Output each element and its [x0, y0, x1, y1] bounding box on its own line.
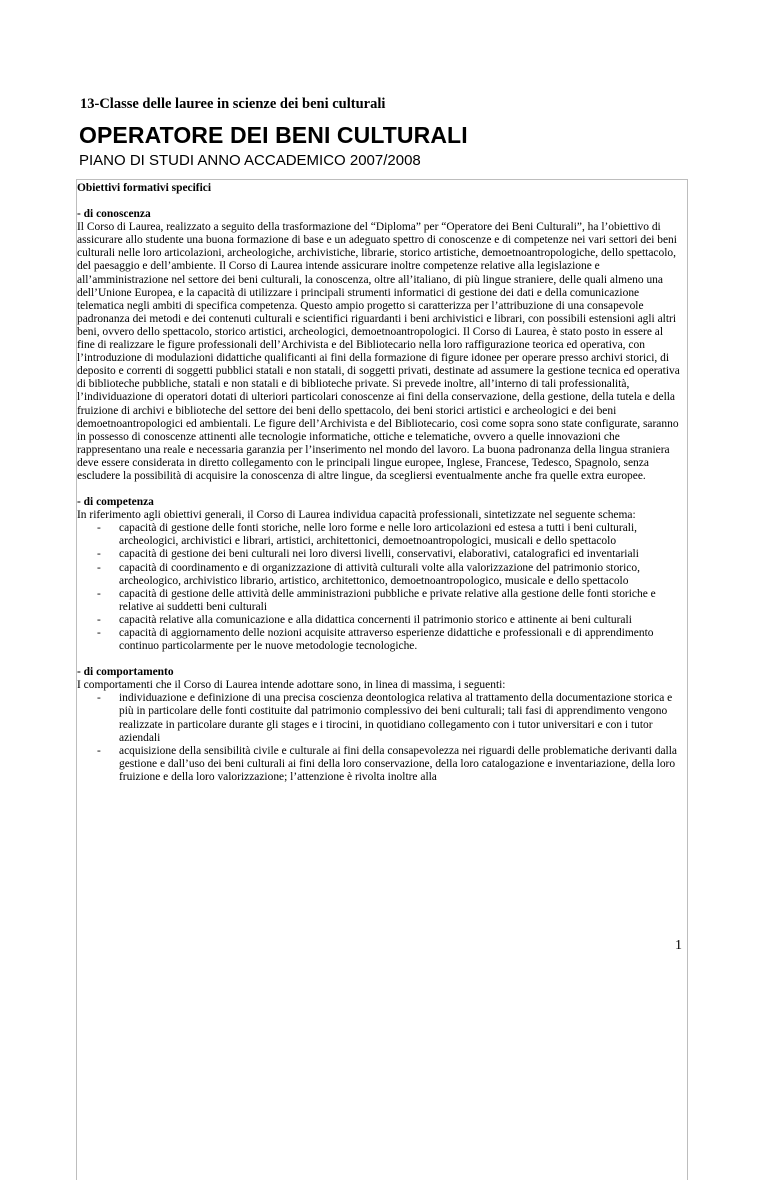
list-item: - acquisizione della sensibilità civile e culturale ai fini della consapevolezza nei riguardi delle problematiche derivanti dalla gestione e dall’uso dei beni culturali ai fini della loro conservazione, della loro catalogazione e inventariazione, della loro fruizione e della loro valorizzazione; l’attenzione è rivolta inoltre alla [77, 745, 683, 784]
objectives-content [77, 182, 683, 784]
degree-class-heading: 13-Classe delle lauree in scienze dei beni culturali [80, 96, 386, 112]
competenza-list [77, 522, 683, 653]
list-item: - capacità relative alla comunicazione e alla didattica concernenti il patrimonio storico e attinente ai beni culturali [77, 614, 683, 627]
conoscenza-text: Il Corso di Laurea, realizzato a seguito della trasformazione del “Diploma” per “Operatore dei Beni Culturali”, ha l’obiettivo di assicurare allo studente una buona formazione di base e un adeguato spettro di conoscenze e di competenze nei vari settori dei beni culturali nelle loro articolazioni, archeologiche, archivistiche, librarie, storico artistiche, demoetnoantropologiche, dello spettacolo, del paesaggio e dell’ambiente. Il Corso di Laurea intende assicurare inoltre competenze relative alla legislazione e all’amministrazione nel settore dei beni culturali, la conoscenza, oltre all’italiano, di più lingue straniere, delle quali almeno una dell’Unione Europea, e la capacità di utilizzare i principali strumenti informatici di gestione dei dati e della comunicazione telematica negli ambiti di specifica competenza. Questo ampio progetto si caratterizza per l’attribuzione di una consapevole padronanza dei metodi e dei contenuti culturali e scientifici riguardanti i beni archivistici e librari, con possibili estensioni agli altri beni, ovvero dello spettacolo, storico artistici, archeologici, demoetnoantropologici. Il Corso di Laurea, è stato posto in essere al fine di realizzare le figure professionali dell’Archivista e del Bibliotecario nella loro raffigurazione teorica ed operativa, con l’introduzione di modulazioni didattiche qualificanti ai fini della formazione di figure idonee per operare presso archivi storici, di deposito e correnti di soggetti pubblici statali e non statali, di soggetti privati, destinate ad assumere la gestione tecnica ed operativa di biblioteche pubbliche, statali e non statali e di biblioteche private. Si prevede inoltre, all’interno di tali professionalità, l’individuazione di operatori dotati di ulteriori particolari conoscenze ai fini della conservazione, della gestione, della tutela e della fruizione di archivi e biblioteche del settore dei beni dello spettacolo, dei beni storici artistici e archeologici e dei beni demoetnoantropologici ed ambientali. Le figure dell’Archivista e del Bibliotecario, così come sopra sono state configurate, saranno in possesso di conoscenze attinenti alle tecnologie informatiche, ottiche e telematiche, ovvero a quelle innovazioni che rappresentano una reale e necessaria garanzia per l’inserimento nel mondo del lavoro. La buona padronanza della lingua straniera deve essere considerata in diretto collegamento con le principali lingue europee, Inglese, Francese, Tedesco, Spagnolo, senza escludere la possibilità di acquisire la conoscenza di altre lingue, da scegliersi eventualmente anche fra quelle extra europee. [77, 221, 680, 482]
document-subtitle: PIANO DI STUDI ANNO ACCADEMICO 2007/2008 [79, 152, 421, 169]
section-title: Obiettivi formativi specifici [77, 182, 212, 194]
competenza-heading: - di competenza [77, 496, 154, 509]
list-item: - capacità di coordinamento e di organizzazione di attività culturali volte alla valorizzazione del patrimonio storico, archeologico, archivistico librario, artistico, architettonico, demoetnoantropologico, musicale e dello spettacolo [77, 562, 683, 588]
competenza-intro: In riferimento agli obiettivi generali, il Corso di Laurea individua capacità professionali, sintetizzate nel seguente schema: [77, 509, 636, 522]
conoscenza-heading: - di conoscenza [77, 208, 151, 221]
comportamento-intro: I comportamenti che il Corso di Laurea intende adottare sono, in linea di massima, i seguenti: [77, 679, 506, 692]
comportamento-heading: - di comportamento [77, 666, 174, 679]
page-number: 1 [675, 938, 682, 953]
list-item: - capacità di gestione delle attività delle amministrazioni pubbliche e private relative alla gestione delle fonti storiche e relative ai suddetti beni culturali [77, 588, 683, 614]
list-item: - capacità di gestione delle fonti storiche, nelle loro forme e nelle loro articolazioni ed estesa a tutti i beni culturali, archeologici, archivistici e librari, artistici, architettonici, demoetnoantropologici, musicali e dello spettacolo [77, 522, 683, 548]
list-item: - capacità di aggiornamento delle nozioni acquisite attraverso esperienze didattiche e professionali e di apprendimento continuo particolarmente per le nuove metodologie tecnologiche. [77, 627, 683, 653]
document-title: OPERATORE DEI BENI CULTURALI [79, 122, 468, 148]
list-item: - capacità di gestione dei beni culturali nei loro diversi livelli, conservativi, elaborativi, catalografici ed inventariali [77, 548, 683, 561]
list-item: - individuazione e definizione di una precisa coscienza deontologica relativa al trattamento della documentazione storica e più in particolare delle fonti costituite dal patrimonio complessivo dei beni culturali; tali fasi di apprendimento vengono realizzate in particolare durante gli stages e i tirocini, in quotidiano collegamento con i tutor universitari e con i tutor aziendali [77, 692, 683, 744]
comportamento-list [77, 692, 683, 784]
